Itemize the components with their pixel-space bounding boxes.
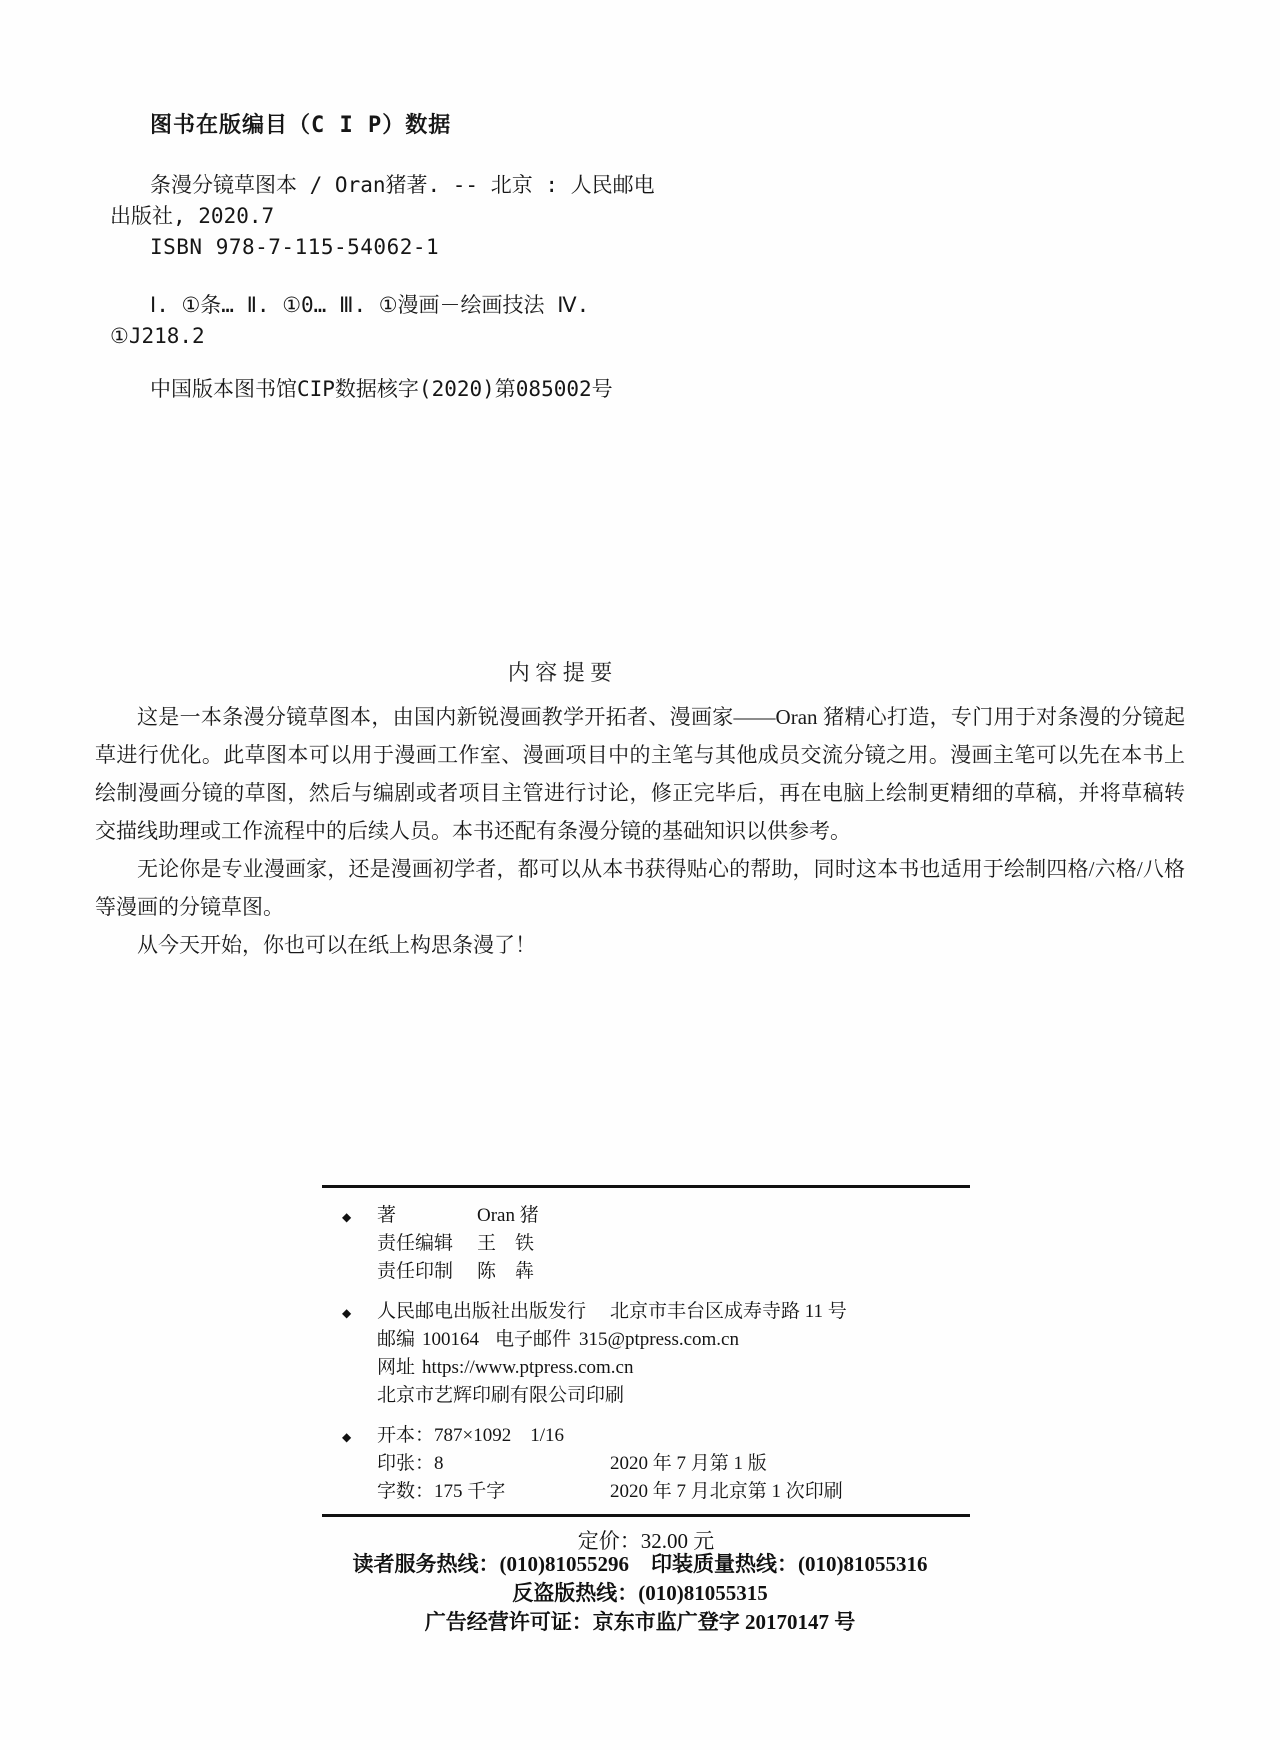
postal-code: 100164 xyxy=(422,1329,479,1350)
isbn-line: ISBN 978-7-115-54062-1 xyxy=(150,235,440,259)
antipiracy-hotline-line xyxy=(0,1579,1280,1608)
colophon-row-publisher xyxy=(322,1296,970,1324)
colophon-row-format xyxy=(322,1420,970,1448)
printer-name: 北京市艺辉印刷有限公司印刷 xyxy=(377,1385,625,1406)
quality-hotline-label: 印装质量热线： xyxy=(651,1552,798,1576)
diamond-bullet-icon: ◆ xyxy=(342,1210,352,1224)
antipiracy-hotline-number: (010)81055315 xyxy=(638,1581,768,1605)
ad-license-line xyxy=(0,1608,1280,1637)
cip-heading: 图书在版编目（C I P）数据 xyxy=(150,113,452,138)
price-line: 定价：32.00 元 xyxy=(577,1529,715,1553)
colophon-row-author xyxy=(322,1200,970,1228)
cip-entry-line-1: 条漫分镜草图本 / Oran猪著. -- 北京 : 人民邮电 xyxy=(150,173,655,197)
sheets-value: 印张：8 xyxy=(377,1453,444,1474)
print-supervisor-value: 陈 犇 xyxy=(477,1261,535,1282)
postal-label: 邮编 xyxy=(377,1329,416,1350)
cip-class-line-2: ①J218.2 xyxy=(110,324,205,348)
website-url: https://www.ptpress.com.cn xyxy=(422,1357,634,1378)
ad-license-suffix: 号 xyxy=(829,1610,856,1634)
bottom-rule xyxy=(322,1514,970,1517)
colophon-row-sheets xyxy=(322,1448,970,1476)
edition-date: 2020 年 7 月第 1 版 xyxy=(610,1453,767,1474)
cip-classification xyxy=(110,290,1090,352)
publisher-label: 人民邮电出版社出版发行 xyxy=(377,1301,587,1322)
ad-license-number: 20170147 xyxy=(745,1610,829,1634)
word-count: 字数：175 千字 xyxy=(377,1481,506,1502)
editor-value: 王 铁 xyxy=(477,1233,535,1254)
colophon-row-printer xyxy=(322,1380,970,1408)
quality-hotline-number: (010)81055316 xyxy=(798,1552,928,1576)
cip-entry-line-2: 出版社, 2020.7 xyxy=(110,204,275,228)
diamond-bullet-icon: ◆ xyxy=(342,1430,352,1444)
summary-body xyxy=(95,698,1185,964)
author-value: Oran 猪 xyxy=(477,1205,539,1226)
antipiracy-hotline-label: 反盗版热线： xyxy=(512,1581,639,1605)
hotlines-block xyxy=(0,1550,1280,1637)
print-supervisor-label: 责任印制 xyxy=(377,1261,454,1282)
service-hotline-line xyxy=(0,1550,1280,1579)
cip-block xyxy=(110,110,1090,405)
summary-heading: 内 容 提 要 xyxy=(507,660,613,685)
colophon-row-editor xyxy=(322,1228,970,1256)
service-hotline-label: 读者服务热线： xyxy=(352,1552,500,1576)
summary-paragraph: 这是一本条漫分镜草图本，由国内新锐漫画教学开拓者、漫画家——Oran 猪精心打造，专门用于对条漫的分镜起草进行优化。此草图本可以用于漫画工作室、漫画项目中的主笔与其他成员交流分镜之用。漫画主笔可以先在本书上绘制漫画分镜的草图，然后与编剧或者项目主管进行讨论，修正完毕后，再在电脑上绘制更精细的草稿，并将草稿转交描线助理或工作流程中的后续人员。本书还配有条漫分镜的基础知识以供参考。 xyxy=(95,705,1185,843)
publisher-address: 北京市丰台区成寿寺路 11 号 xyxy=(610,1301,847,1322)
cip-record-number: 中国版本图书馆CIP数据核字(2020)第085002号 xyxy=(150,377,613,401)
colophon-row-website xyxy=(322,1352,970,1380)
email-label: 电子邮件 xyxy=(495,1329,572,1350)
summary-paragraph: 从今天开始，你也可以在纸上构思条漫了！ xyxy=(137,933,536,957)
format-value: 开本：787×1092 1/16 xyxy=(377,1425,564,1446)
summary-paragraph: 无论你是专业漫画家，还是漫画初学者，都可以从本书获得贴心的帮助，同时这本书也适用于绘制四格/六格/八格等漫画的分镜草图。 xyxy=(95,857,1185,919)
cip-class-line-1: Ⅰ. ①条… Ⅱ. ①0… Ⅲ. ①漫画－绘画技法 Ⅳ. xyxy=(150,293,590,317)
service-hotline-number: (010)81055296 xyxy=(499,1552,629,1576)
cip-entry xyxy=(110,170,1090,263)
printing-date: 2020 年 7 月北京第 1 次印刷 xyxy=(610,1481,843,1502)
colophon-row-postal xyxy=(322,1324,970,1352)
colophon-block xyxy=(322,1185,970,1555)
email-value: 315@ptpress.com.cn xyxy=(579,1329,739,1350)
colophon-row-words xyxy=(322,1476,970,1504)
author-label: 著 xyxy=(377,1205,397,1226)
colophon-row-print-supervisor xyxy=(322,1256,970,1284)
ad-license-label: 广告经营许可证：京东市监广登字 xyxy=(424,1610,745,1634)
website-label: 网址 xyxy=(377,1357,416,1378)
editor-label: 责任编辑 xyxy=(377,1233,454,1254)
diamond-bullet-icon: ◆ xyxy=(342,1306,352,1320)
